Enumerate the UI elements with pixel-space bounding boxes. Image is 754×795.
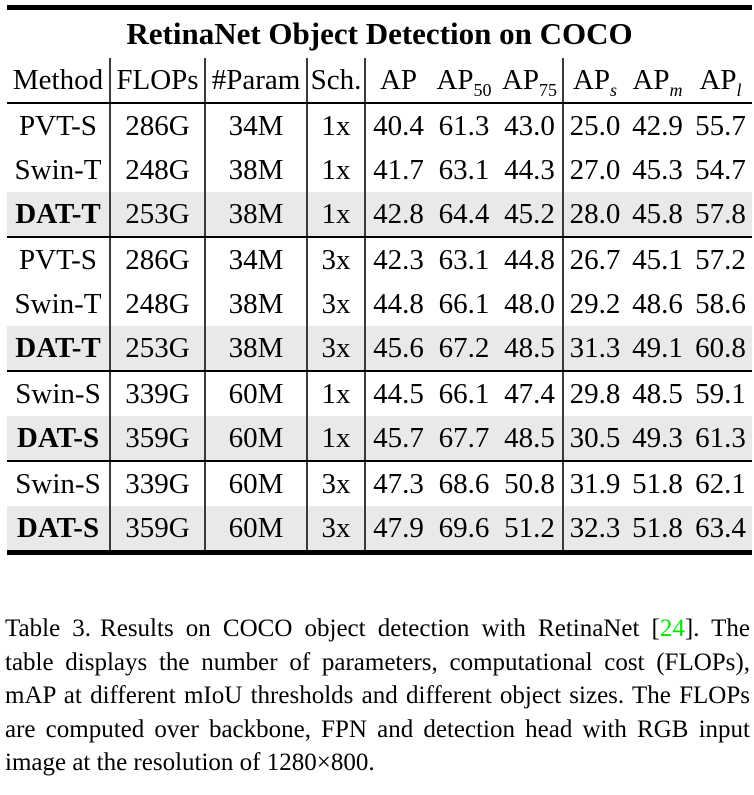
method-cell: DAT-T [7,192,110,237]
data-cell: 253G [110,326,205,371]
data-cell: 47.4 [497,371,563,416]
data-cell: 60.8 [689,326,752,371]
table-row [7,237,752,282]
data-cell: 359G [110,506,205,550]
data-cell: 42.9 [632,109,683,142]
data-cell: 60M [205,371,307,416]
column-header-param: #Param [205,58,307,103]
table-row [7,192,752,237]
table-row [7,371,752,416]
data-cell: 48.5 [632,377,683,410]
data-cell: 59.1 [695,377,746,410]
data-cell: 1x [307,192,365,237]
data-cell: 61.3 [689,416,752,461]
data-cell: 1x [307,416,365,461]
data-cell: 42.3 [373,243,424,276]
data-cell: 62.1 [695,467,746,500]
data-cell: 45.8 [626,192,689,237]
data-cell: 48.5 [497,326,563,371]
data-cell: 67.2 [431,326,497,371]
data-cell: 44.3 [497,148,563,192]
data-cell: 68.6 [438,467,490,500]
column-header-sch: Sch. [307,58,365,103]
data-cell: 47.9 [373,511,424,544]
column-header-subscript: 50 [473,79,492,100]
data-cell: 1x [307,148,365,192]
data-cell: 44.8 [497,237,563,282]
data-cell: 66.1 [438,377,490,410]
method-cell: Swin-S [7,371,110,416]
column-header-method: Method [7,58,110,103]
data-cell: 41.7 [373,153,424,186]
table-row [7,103,752,148]
data-cell: 67.7 [431,416,497,461]
caption-text-before: Results on COCO object detection with RetinaNet [ [100,615,660,642]
data-cell: 45.7 [365,416,431,461]
table-row [7,461,752,506]
data-cell: 63.1 [438,243,490,276]
caption-label: Table 3. [5,615,92,642]
data-cell: 253G [110,192,205,237]
data-cell: 51.8 [632,467,683,500]
data-cell: 57.8 [689,192,752,237]
table-row [7,282,752,326]
data-cell: 44.8 [373,287,424,320]
table-row [7,326,752,371]
table-body [7,103,752,550]
column-header-ap50: $AP_{50}$ [431,58,497,103]
data-cell: 3x [307,461,365,506]
table-row [7,148,752,192]
data-cell: 31.3 [563,326,626,371]
method-cell: DAT-S [7,506,110,550]
column-header-aps: $AP_s$ [563,58,626,103]
data-cell: 43.0 [497,103,563,148]
data-cell: 69.6 [438,511,490,544]
data-cell: 3x [307,282,365,326]
data-cell: 34M [205,103,307,148]
data-cell: 339G [110,371,205,416]
data-cell: 45.1 [632,243,683,276]
data-cell: 45.3 [632,153,683,186]
data-cell: 45.6 [365,326,431,371]
results-table [7,58,752,550]
table-header-row [7,58,752,103]
data-cell: 61.3 [438,109,490,142]
data-cell: 248G [110,282,205,326]
method-cell: DAT-T [7,326,110,371]
data-cell: 286G [110,103,205,148]
data-cell: 286G [110,237,205,282]
column-header-ap: AP [365,58,431,103]
data-cell: 45.2 [497,192,563,237]
data-cell: 66.1 [438,287,490,320]
data-cell: 32.3 [569,511,621,544]
data-cell: 30.5 [563,416,626,461]
data-cell: 28.0 [563,192,626,237]
method-cell: DAT-S [7,416,110,461]
data-cell: 3x [307,326,365,371]
data-cell: 42.8 [365,192,431,237]
column-header-flops: FLOPs [110,58,205,103]
data-cell: 60M [205,461,307,506]
column-header-subscript: 75 [539,79,558,100]
citation-link[interactable]: 24 [659,615,685,642]
table-title: RetinaNet Object Detection on COCO [126,16,633,51]
data-cell: 26.7 [569,243,621,276]
data-cell: 51.2 [497,506,563,550]
data-cell: 38M [205,326,307,371]
table-row [7,506,752,550]
table-row [7,416,752,461]
data-cell: 58.6 [695,287,746,320]
method-cell: PVT-S [7,237,110,282]
data-cell: 51.8 [632,511,683,544]
data-cell: 1x [307,371,365,416]
table-caption [5,612,750,780]
data-cell: 60M [205,416,307,461]
caption-text-after: ]. The table displays the number of parameters, computational cost (FLOPs), mAP at different mIoU thresholds and different object sizes. The FLOPs are computed over backbone, FPN and detection head with RGB input image at the resolution of 1280×800. [5,615,750,776]
data-cell: 3x [307,506,365,550]
data-cell: 34M [205,237,307,282]
method-cell: Swin-S [7,461,110,506]
data-cell: 44.5 [373,377,424,410]
data-cell: 49.3 [626,416,689,461]
method-cell: PVT-S [7,103,110,148]
data-cell: 55.7 [695,109,746,142]
data-cell: 359G [110,416,205,461]
results-table-container [7,5,752,555]
data-cell: 29.8 [569,377,621,410]
data-cell: 38M [205,192,307,237]
data-cell: 54.7 [695,153,746,186]
method-cell: Swin-T [7,282,110,326]
data-cell: 38M [205,282,307,326]
column-header-apm: $AP_m$ [626,58,689,103]
data-cell: 29.2 [569,287,621,320]
data-cell: 60M [205,506,307,550]
column-header-ap75: $AP_{75}$ [497,58,563,103]
data-cell: 3x [307,237,365,282]
column-header-apl: $AP_l$ [689,58,752,103]
data-cell: 27.0 [569,153,621,186]
data-cell: 40.4 [373,109,424,142]
data-cell: 47.3 [373,467,424,500]
data-cell: 38M [205,148,307,192]
data-cell: 57.2 [695,243,746,276]
data-cell: 63.1 [438,153,490,186]
data-cell: 48.6 [632,287,683,320]
data-cell: 31.9 [569,467,621,500]
header-row [7,58,752,103]
method-cell: Swin-T [7,148,110,192]
column-header-subscript: s [610,79,618,100]
data-cell: 1x [307,103,365,148]
data-cell: 48.5 [497,416,563,461]
data-cell: 48.0 [497,282,563,326]
column-header-subscript: m [669,79,683,100]
data-cell: 25.0 [569,109,621,142]
data-cell: 64.4 [431,192,497,237]
data-cell: 63.4 [695,511,746,544]
data-cell: 339G [110,461,205,506]
data-cell: 49.1 [626,326,689,371]
data-cell: 248G [110,148,205,192]
data-cell: 50.8 [497,461,563,506]
column-header-subscript: l [736,79,742,100]
